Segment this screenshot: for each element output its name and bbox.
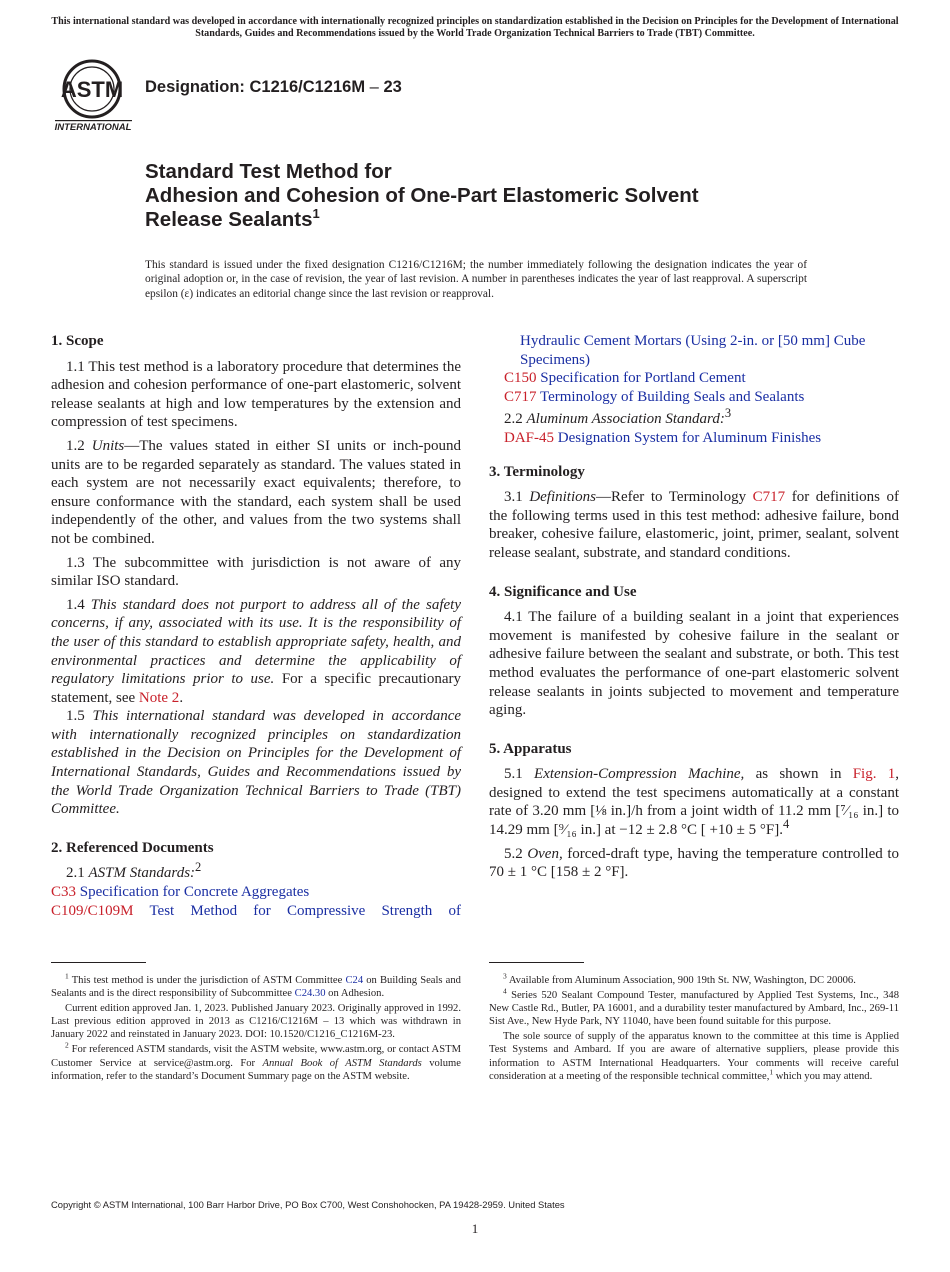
reference-c109-cont[interactable]: Hydraulic Cement Mortars (Using 2-in. or [50 mm] Cube Specimens) — [520, 333, 866, 368]
footnote-3: $^3$ Available from Aluminum Association, 900 19th St. NW, Washington, DC 20006. — [503, 971, 856, 986]
footnote-rule-right — [489, 962, 584, 963]
para-5-2: 5.2 Oven, forced-draft type, having the temperature controlled to 70 ± 1 °C [158 ± 2 °F]. — [489, 845, 900, 881]
right-column — [489, 332, 899, 887]
para-1-5: 1.5 This international standard was developed in accordance with internationally recognized principles on standardization established in the Decision on Principles for the Development of International Standards, Guides and Recommendations issued by the World Trade Organization Technical Barriers to Trade (TBT) Committee. — [51, 708, 462, 818]
footnote-1: $^1$ This test method is under the jurisdiction of ASTM Committee C24 on Building Seals and Sealants and is the direct responsibility of Subcommittee C24.30 on Adhesion. — [51, 971, 461, 1000]
para-1-2: 1.2 Units—The values stated in either SI units or inch-pound units are to be regarded separately as standard. The values stated in each system are not necessarily exact equivalents; therefore, to ensure conformance with the standard, each system shall be used independently of the other, and values from the two systems shall not be combined. — [51, 437, 461, 547]
reference-c33[interactable]: C33 Specification for Concrete Aggregates — [51, 884, 310, 901]
para-2-1: 2.1 ASTM Standards:$^2$ — [66, 860, 202, 882]
reference-c109[interactable]: C109/C109M Test Method for Compressive Strength of — [51, 902, 461, 919]
page-number: 1 — [471, 1221, 479, 1236]
para-4-1: 4.1 The failure of a building sealant in a joint that experiences movement is manifested by cohesive failure in the sealant or adhesive failure between the sealant and substrate, or both. This test method evaluates the performance of one-part elastomeric solvent release sealants in joints subjected to movement and temperature aging. — [489, 609, 899, 719]
section-heading-apparatus: 5. Apparatus — [489, 740, 572, 757]
designation: Designation: C1216/C1216M – 23 — [145, 78, 402, 96]
document-title: Standard Test Method for Adhesion and Cohesion of One-Part Elastomeric Solvent Release Sealants$^1$ — [145, 160, 699, 231]
para-2-2: 2.2 Aluminum Association Standard:$^3$ — [504, 406, 732, 428]
svg-text:INTERNATIONAL: INTERNATIONAL — [54, 122, 132, 133]
footnote-rule-left — [51, 962, 146, 963]
note-2-link[interactable]: Note 2 — [138, 689, 180, 706]
c717-link[interactable]: C717 — [752, 489, 786, 506]
footnote-2: $^2$ For referenced ASTM standards, visit the ASTM website, www.astm.org, or contact ASTM Customer Service at service@astm.org. For Annual Book of ASTM Standards volume information, refer to the standard’s Document Summary page on the ASTM website. — [51, 1040, 461, 1082]
reference-daf45[interactable]: DAF-45 Designation System for Aluminum Finishes — [504, 429, 822, 446]
c24-link[interactable]: C24 — [345, 975, 364, 986]
section-heading-scope: 1. Scope — [51, 333, 104, 349]
para-1-4: 1.4 This standard does not purport to address all of the safety concerns, if any, associated with its use. It is the responsibility of the user of this standard to establish appropriate safety, health, and environmental practices and determine the applicability of regulatory limitations prior to use. For a specific precautionary statement, see Note 2. — [51, 596, 462, 706]
reference-c150[interactable]: C150 Specification for Portland Cement — [504, 370, 746, 387]
copyright: Copyright © ASTM International, 100 Barr Harbor Drive, PO Box C700, West Conshohocken, PA 19428-2959. United States — [51, 1199, 565, 1210]
left-column — [51, 332, 461, 920]
issued-note: This standard is issued under the fixed designation C1216/C1216M; the number immediately following the designation indicates the year of original adoption or, in the case of revision, the year of last revision. A number in parentheses indicates the year of last reapproval. A superscript epsilon (ε) indicates an editorial change since the last revision or reapproval. — [145, 259, 807, 300]
fig-1-link[interactable]: Fig. 1 — [852, 766, 896, 783]
para-5-1: 5.1 Extension-Compression Machine, as shown in Fig. 1, designed to extend the test specimens automatically at a constant rate of 3.20 mm [⅛ in.]/h from a joint width of 11.2 mm [⁷⁄₁₆ in.] to 14.29 mm [⁹⁄₁₆ in.] at −12 ± 2.8 °C [ +10 ± 5 °F].$^4$ — [489, 766, 899, 839]
c24-30-link[interactable]: C24.30 — [294, 988, 326, 1000]
para-1-1: 1.1 This test method is a laboratory procedure that determines the adhesion and cohesion performance of one-part elastomeric, solvent release sealants at high and low temperatures by the extension and compression of test specimens. — [51, 358, 461, 431]
top-notice: This international standard was developed in accordance with internationally recognized principles on standardization established in the Decision on Principles for the Development of International Standards, Guides and Recommendations issued by the World Trade Organization Technical Barriers to Trade (TBT) Committee. — [51, 16, 899, 39]
section-heading-referenced: 2. Referenced Documents — [51, 839, 214, 856]
svg-text:ASTM: ASTM — [60, 77, 124, 102]
footnote-4: $^4$ Series 520 Sealant Compound Tester, manufactured by Applied Test Systems, Inc., 348 New Castle Rd., Butler, PA 16001, and a durability tester manufactured by Ambard, Inc., 269-11 Sist Ave., New Hyde Park, NY 11040, have been found suitable for this purpose. — [489, 986, 899, 1028]
footnote-4-supply: The sole source of supply of the apparatus known to the committee at this time is Applied Test Systems and Ambard. If you are aware of alternative suppliers, please provide this information to ASTM International Headquarters. Your comments will receive careful consideration at a meeting of the responsible technical committee,$^1$ which you may attend. — [489, 1031, 899, 1082]
section-heading-significance: 4. Significance and Use — [489, 583, 637, 600]
section-heading-terminology: 3. Terminology — [489, 463, 585, 480]
para-1-3: 1.3 The subcommittee with jurisdiction is not aware of any similar ISO standard. — [51, 554, 461, 590]
footnotes-right — [489, 971, 899, 1085]
astm-logo — [54, 55, 134, 133]
para-3-1: 3.1 Definitions—Refer to Terminology C717 for definitions of the following terms used in this test method: adhesive failure, bond breaker, cohesive failure, elastomeric, joint, primer, sealant, solvent release sealant, substrate, and standard conditions. — [489, 489, 899, 561]
footnote-1-edition: Current edition approved Jan. 1, 2023. Published January 2023. Originally approved in 1992. Last previous edition approved in 2013 as C1216/C1216M – 13 which was withdrawn in January 2022 and reinstated in January 2023. DOI: 10.1520/C1216_C1216M-23. — [51, 1003, 461, 1041]
reference-c717[interactable]: C717 Terminology of Building Seals and Sealants — [504, 388, 805, 405]
footnotes-left — [51, 971, 461, 1085]
